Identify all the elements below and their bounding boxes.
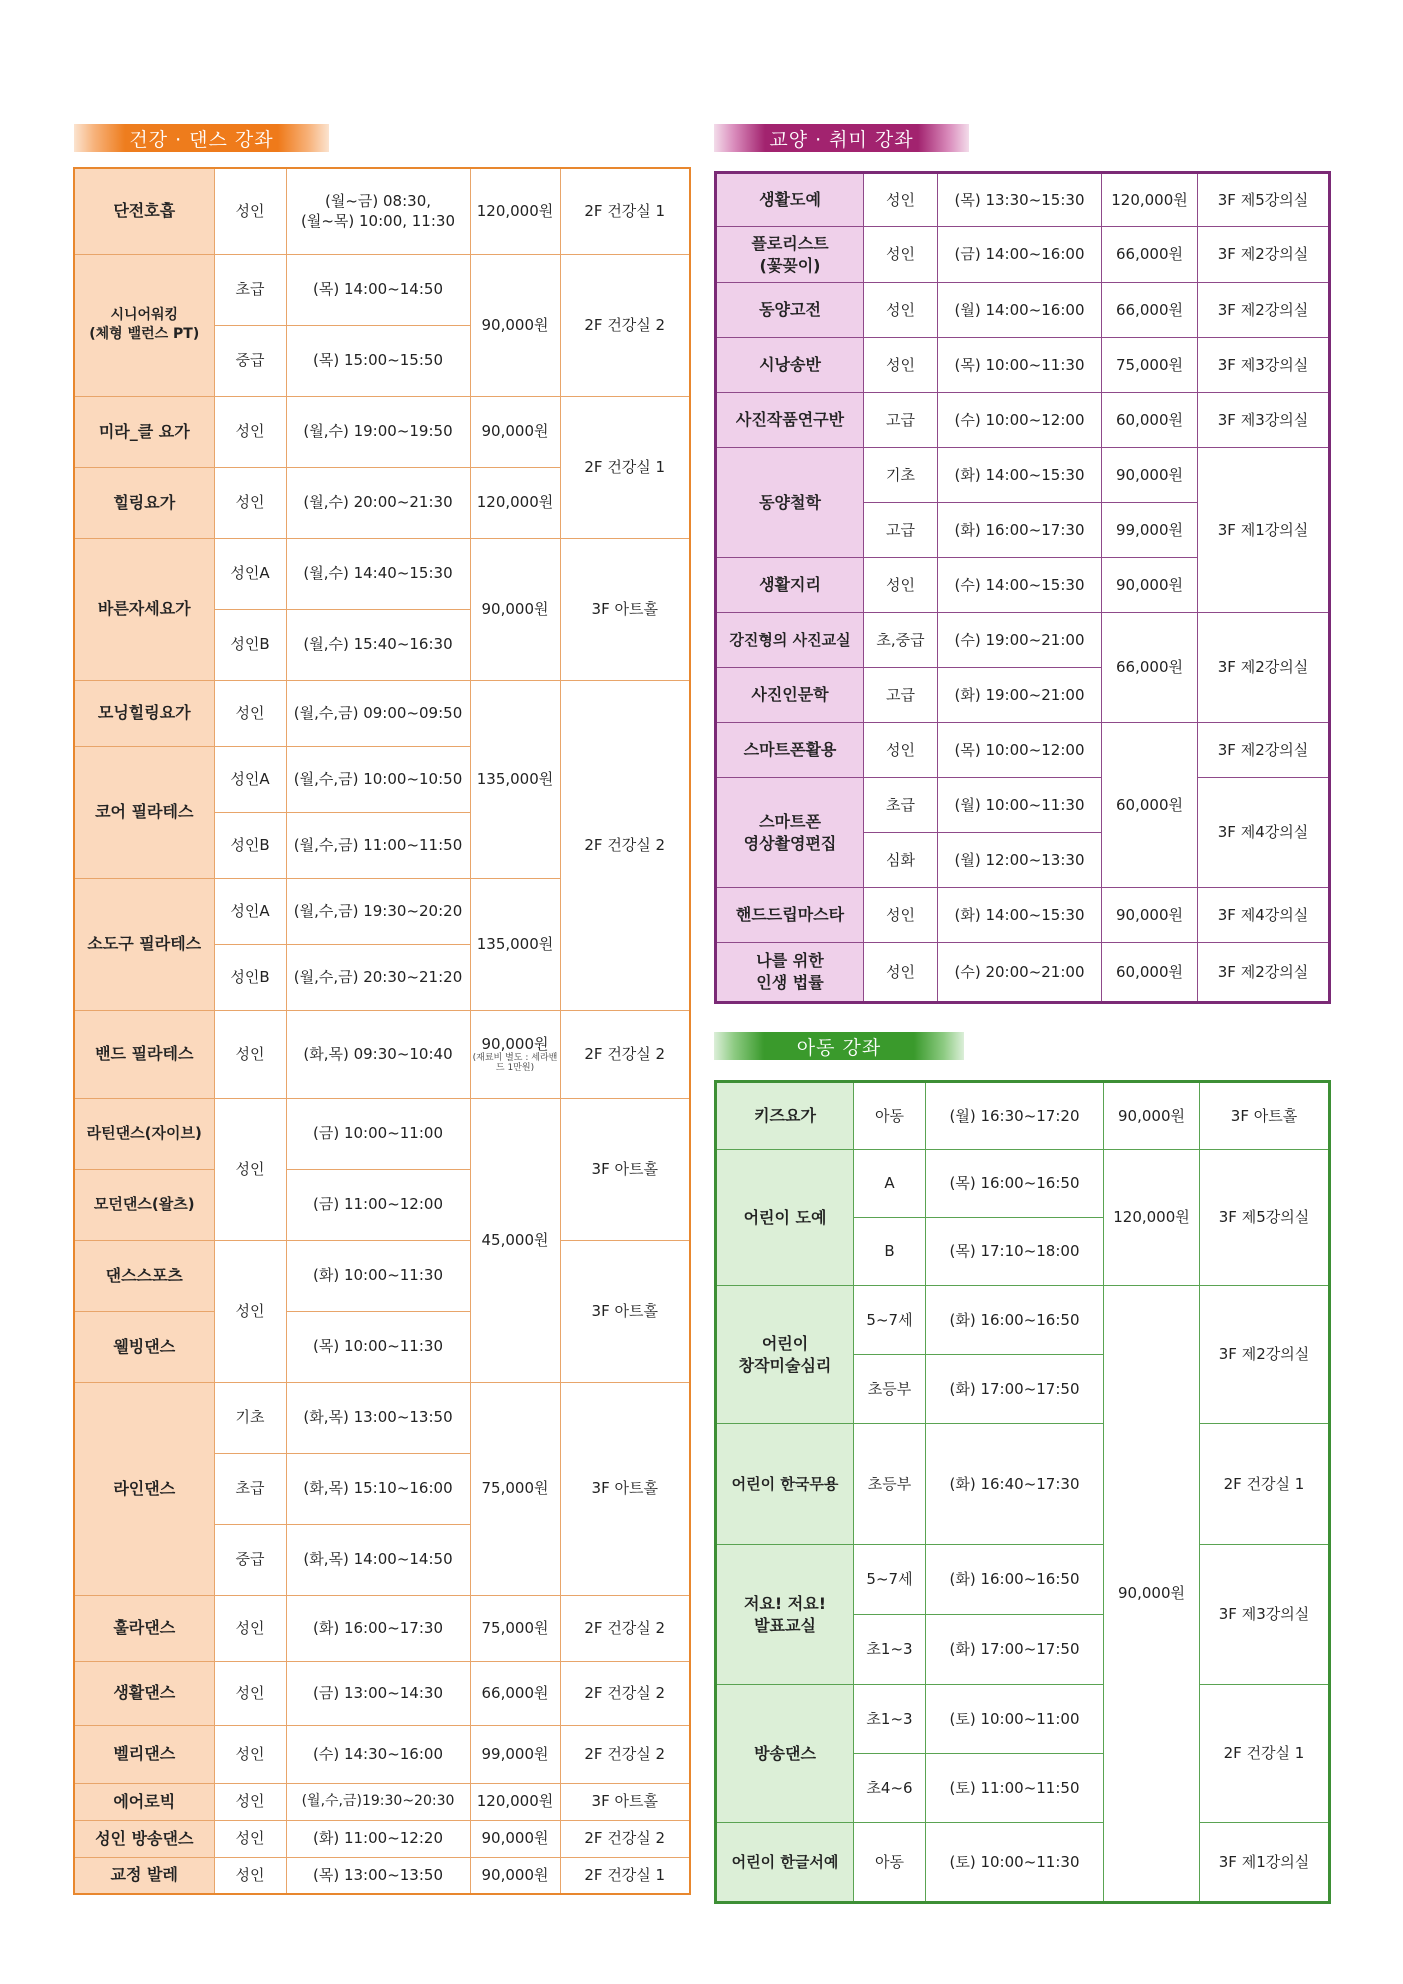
course-level: 성인 — [214, 1820, 286, 1857]
table-row — [716, 1545, 1330, 1615]
course-level: 성인 — [214, 467, 286, 538]
course-name: 코어 필라테스 — [74, 746, 214, 878]
course-time: (화) 16:40~17:30 — [926, 1424, 1104, 1545]
course-fee: 90,000원 — [1102, 448, 1198, 503]
course-fee: 90,000원 — [470, 538, 560, 680]
course-time: (토) 11:00~11:50 — [926, 1754, 1104, 1823]
course-fee: 66,000원 — [1102, 283, 1198, 338]
course-room: 3F 제2강의실 — [1198, 723, 1330, 778]
course-time: (화) 10:00~11:30 — [286, 1240, 470, 1311]
course-time: (화) 14:00~15:30 — [938, 888, 1102, 943]
course-fee: 135,000원 — [470, 680, 560, 878]
course-room: 2F 건강실 1 — [560, 168, 690, 254]
course-time: (월,수,금) 11:00~11:50 — [286, 812, 470, 878]
table-row — [716, 448, 1330, 503]
course-room: 2F 건강실 2 — [560, 254, 690, 396]
course-name: 어린이 도예 — [716, 1150, 854, 1286]
course-level: 성인 — [214, 1010, 286, 1098]
table-row — [716, 1286, 1330, 1355]
course-fee: 120,000원 — [1102, 173, 1198, 227]
course-time: (토) 10:00~11:00 — [926, 1685, 1104, 1754]
course-room: 3F 제1강의실 — [1198, 448, 1330, 613]
course-room: 3F 제2강의실 — [1198, 613, 1330, 723]
course-fee: 45,000원 — [470, 1098, 560, 1382]
table-row — [74, 1725, 690, 1783]
course-fee: 135,000원 — [470, 878, 560, 1010]
course-level: 심화 — [864, 833, 938, 888]
course-level: 성인 — [864, 338, 938, 393]
course-time: (화,목) 15:10~16:00 — [286, 1453, 470, 1524]
table-row — [74, 538, 690, 609]
course-time: (수) 19:00~21:00 — [938, 613, 1102, 668]
table-row — [716, 1424, 1330, 1545]
course-level: 초급 — [214, 254, 286, 325]
course-fee: 75,000원 — [470, 1382, 560, 1595]
course-room: 3F 제4강의실 — [1198, 888, 1330, 943]
course-time: (화) 16:00~16:50 — [926, 1286, 1104, 1355]
course-room: 2F 건강실 1 — [1200, 1685, 1330, 1823]
course-time: (화) 17:00~17:50 — [926, 1355, 1104, 1424]
table-row — [74, 1661, 690, 1725]
course-name: 생활지리 — [716, 558, 864, 613]
course-level: 성인 — [214, 168, 286, 254]
course-name: 스마트폰활용 — [716, 723, 864, 778]
table-row — [716, 943, 1330, 1003]
course-level: 고급 — [864, 668, 938, 723]
course-name: 동양철학 — [716, 448, 864, 558]
course-level: 초급 — [214, 1453, 286, 1524]
course-room: 3F 제3강의실 — [1198, 338, 1330, 393]
table-row — [716, 1150, 1330, 1218]
course-level: 5~7세 — [854, 1545, 926, 1615]
course-name: 강진형의 사진교실 — [716, 613, 864, 668]
course-room: 2F 건강실 1 — [560, 396, 690, 538]
course-level: 기초 — [214, 1382, 286, 1453]
course-room: 3F 제2강의실 — [1198, 227, 1330, 283]
course-level: 성인 — [214, 1661, 286, 1725]
course-name: 플로리스트 (꽃꽂이) — [716, 227, 864, 283]
course-fee: 90,000원 — [1102, 558, 1198, 613]
course-room: 2F 건강실 2 — [560, 1820, 690, 1857]
course-name: 성인 방송댄스 — [74, 1820, 214, 1857]
course-room: 2F 건강실 2 — [560, 1725, 690, 1783]
course-name: 나를 위한 인생 법률 — [716, 943, 864, 1003]
course-level: 초1~3 — [854, 1685, 926, 1754]
health-section-title: 건강 · 댄스 강좌 — [129, 128, 274, 151]
course-level: 성인A — [214, 878, 286, 944]
table-row — [716, 778, 1330, 833]
course-time: (목) 14:00~14:50 — [286, 254, 470, 325]
course-fee: 120,000원 — [470, 168, 560, 254]
course-fee: 90,000원 — [470, 254, 560, 396]
course-time: (금) 13:00~14:30 — [286, 1661, 470, 1725]
course-time: (월~금) 08:30, (월~목) 10:00, 11:30 — [286, 168, 470, 254]
course-name: 어린이 한국무용 — [716, 1424, 854, 1545]
course-time: (월,수) 20:00~21:30 — [286, 467, 470, 538]
course-time: (월,수,금) 09:00~09:50 — [286, 680, 470, 746]
course-time: (월,수) 14:40~15:30 — [286, 538, 470, 609]
course-room: 3F 제1강의실 — [1200, 1823, 1330, 1903]
course-time: (월,수) 19:00~19:50 — [286, 396, 470, 467]
course-name: 키즈요가 — [716, 1082, 854, 1150]
course-room: 3F 제3강의실 — [1200, 1545, 1330, 1685]
course-level: 초,중급 — [864, 613, 938, 668]
course-level: 고급 — [864, 393, 938, 448]
health-section-banner — [74, 124, 329, 152]
course-time: (목) 10:00~11:30 — [286, 1311, 470, 1382]
course-level: 성인B — [214, 812, 286, 878]
course-fee: 120,000원 — [1104, 1150, 1200, 1286]
course-name: 동양고전 — [716, 283, 864, 338]
course-name: 미라_클 요가 — [74, 396, 214, 467]
course-time: (월,수,금) 10:00~10:50 — [286, 746, 470, 812]
table-row — [74, 1098, 690, 1169]
course-time: (화) 19:00~21:00 — [938, 668, 1102, 723]
course-fee: 60,000원 — [1102, 393, 1198, 448]
course-level: 성인 — [864, 943, 938, 1003]
course-time: (금) 11:00~12:00 — [286, 1169, 470, 1240]
course-name: 바른자세요가 — [74, 538, 214, 680]
course-time: (수) 14:00~15:30 — [938, 558, 1102, 613]
table-row — [716, 338, 1330, 393]
course-level: 아동 — [854, 1082, 926, 1150]
table-row — [74, 1240, 690, 1311]
course-name: 라인댄스 — [74, 1382, 214, 1595]
course-name: 에어로빅 — [74, 1783, 214, 1820]
course-time: (목) 15:00~15:50 — [286, 325, 470, 396]
course-name: 방송댄스 — [716, 1685, 854, 1823]
course-time: (화) 16:00~17:30 — [938, 503, 1102, 558]
course-level: 성인A — [214, 538, 286, 609]
table-row — [74, 680, 690, 746]
course-fee: 120,000원 — [470, 467, 560, 538]
course-time: (수) 14:30~16:00 — [286, 1725, 470, 1783]
course-room: 3F 제2강의실 — [1200, 1286, 1330, 1424]
course-level: 성인B — [214, 944, 286, 1010]
table-row — [716, 283, 1330, 338]
course-time: (화) 11:00~12:20 — [286, 1820, 470, 1857]
table-row — [716, 888, 1330, 943]
course-level: 성인 — [214, 1098, 286, 1240]
course-room: 3F 아트홀 — [560, 538, 690, 680]
course-name: 밴드 필라테스 — [74, 1010, 214, 1098]
course-fee: 120,000원 — [470, 1783, 560, 1820]
course-fee: 90,000원 — [470, 1857, 560, 1894]
course-name: 시낭송반 — [716, 338, 864, 393]
course-name: 교정 발레 — [74, 1857, 214, 1894]
course-level: B — [854, 1218, 926, 1286]
table-row — [716, 1082, 1330, 1150]
course-fee: 99,000원 — [470, 1725, 560, 1783]
course-level: 기초 — [864, 448, 938, 503]
course-fee: 66,000원 — [470, 1661, 560, 1725]
course-time: (화,목) 13:00~13:50 — [286, 1382, 470, 1453]
course-name: 벨리댄스 — [74, 1725, 214, 1783]
course-room: 3F 제4강의실 — [1198, 778, 1330, 888]
course-fee: 90,000원 — [481, 1034, 549, 1053]
course-time: (화) 16:00~17:30 — [286, 1595, 470, 1661]
course-level: 성인 — [864, 283, 938, 338]
course-name: 어린이 한글서예 — [716, 1823, 854, 1903]
course-level: 고급 — [864, 503, 938, 558]
course-room: 3F 제5강의실 — [1198, 173, 1330, 227]
course-level: 초1~3 — [854, 1615, 926, 1685]
kids-course-table — [714, 1080, 1331, 1904]
course-time: (월,수,금) 19:30~20:20 — [286, 878, 470, 944]
course-time: (월,수,금)19:30~20:30 — [286, 1783, 470, 1820]
course-room: 2F 건강실 1 — [1200, 1424, 1330, 1545]
course-room: 2F 건강실 2 — [560, 680, 690, 1010]
course-level: 중급 — [214, 1524, 286, 1595]
course-time: (월) 10:00~11:30 — [938, 778, 1102, 833]
course-fee: 90,000원 — [1104, 1286, 1200, 1903]
table-row — [716, 173, 1330, 227]
course-time: (토) 10:00~11:30 — [926, 1823, 1104, 1903]
course-name: 모던댄스(왈츠) — [74, 1169, 214, 1240]
course-fee: 90,000원 — [1102, 888, 1198, 943]
course-name: 생활댄스 — [74, 1661, 214, 1725]
course-name: 사진작품연구반 — [716, 393, 864, 448]
course-name: 댄스스포츠 — [74, 1240, 214, 1311]
course-level: 5~7세 — [854, 1286, 926, 1355]
course-time: (화) 17:00~17:50 — [926, 1615, 1104, 1685]
course-name: 시니어워킹 (체형 밸런스 PT) — [74, 254, 214, 396]
course-name: 소도구 필라테스 — [74, 878, 214, 1010]
course-level: 초등부 — [854, 1355, 926, 1424]
course-room: 3F 아트홀 — [560, 1783, 690, 1820]
culture-course-table — [714, 171, 1331, 1004]
course-room: 2F 건강실 2 — [560, 1010, 690, 1098]
course-time: (월) 14:00~16:00 — [938, 283, 1102, 338]
course-name: 라틴댄스(자이브) — [74, 1098, 214, 1169]
course-time: (목) 13:00~13:50 — [286, 1857, 470, 1894]
course-name: 스마트폰 영상촬영편집 — [716, 778, 864, 888]
course-fee: 90,000원 — [1104, 1082, 1200, 1150]
course-name: 핸드드립마스타 — [716, 888, 864, 943]
table-row — [716, 613, 1330, 668]
course-name: 저요! 저요! 발표교실 — [716, 1545, 854, 1685]
course-fee: 66,000원 — [1102, 613, 1198, 723]
course-level: 초급 — [864, 778, 938, 833]
course-name: 생활도예 — [716, 173, 864, 227]
table-row — [716, 1685, 1330, 1754]
course-name: 힐링요가 — [74, 467, 214, 538]
course-time: (월,수,금) 20:30~21:20 — [286, 944, 470, 1010]
course-level: 성인 — [214, 1857, 286, 1894]
course-name: 사진인문학 — [716, 668, 864, 723]
course-fee: 75,000원 — [1102, 338, 1198, 393]
course-room: 3F 제2강의실 — [1198, 283, 1330, 338]
kids-section-title: 아동 강좌 — [796, 1036, 882, 1059]
course-level: 성인A — [214, 746, 286, 812]
course-time: (목) 17:10~18:00 — [926, 1218, 1104, 1286]
table-row — [74, 1820, 690, 1857]
course-time: (월) 12:00~13:30 — [938, 833, 1102, 888]
course-time: (화) 16:00~16:50 — [926, 1545, 1104, 1615]
course-name: 훌라댄스 — [74, 1595, 214, 1661]
culture-section-banner — [714, 124, 969, 152]
course-level: 성인 — [864, 173, 938, 227]
table-row — [716, 227, 1330, 283]
course-level: 성인 — [214, 396, 286, 467]
table-row — [74, 168, 690, 254]
course-room: 3F 아트홀 — [1200, 1082, 1330, 1150]
course-level: A — [854, 1150, 926, 1218]
course-fee: 66,000원 — [1102, 227, 1198, 283]
table-row — [74, 1595, 690, 1661]
course-room: 3F 아트홀 — [560, 1240, 690, 1382]
course-name: 어린이 창작미술심리 — [716, 1286, 854, 1424]
health-course-table — [73, 167, 691, 1895]
course-level: 성인 — [214, 1240, 286, 1382]
course-level: 중급 — [214, 325, 286, 396]
table-row — [716, 1823, 1330, 1903]
course-time: (월,수) 15:40~16:30 — [286, 609, 470, 680]
table-row — [74, 254, 690, 325]
course-level: 초4~6 — [854, 1754, 926, 1823]
kids-section-banner — [714, 1032, 964, 1060]
course-name: 단전호흡 — [74, 168, 214, 254]
culture-section-title: 교양 · 취미 강좌 — [769, 128, 914, 151]
course-level: 성인 — [864, 227, 938, 283]
table-row — [74, 1382, 690, 1453]
course-room: 2F 건강실 1 — [560, 1857, 690, 1894]
course-time: (수) 10:00~12:00 — [938, 393, 1102, 448]
table-row — [74, 396, 690, 467]
course-time: (목) 13:30~15:30 — [938, 173, 1102, 227]
course-time: (화) 14:00~15:30 — [938, 448, 1102, 503]
course-fee: 90,000원 — [470, 396, 560, 467]
course-level: 성인 — [864, 723, 938, 778]
course-level: 성인 — [864, 558, 938, 613]
course-level: 성인 — [864, 888, 938, 943]
material-fee-note: (재료비 별도 : 세라밴드 1만원) — [472, 1053, 558, 1074]
course-time: (화,목) 09:30~10:40 — [286, 1010, 470, 1098]
course-fee: 60,000원 — [1102, 723, 1198, 888]
course-time: (금) 14:00~16:00 — [938, 227, 1102, 283]
course-fee: 60,000원 — [1102, 943, 1198, 1003]
course-time: (목) 10:00~11:30 — [938, 338, 1102, 393]
course-time: (금) 10:00~11:00 — [286, 1098, 470, 1169]
course-room: 2F 건강실 2 — [560, 1661, 690, 1725]
table-row — [716, 723, 1330, 778]
table-row — [74, 1857, 690, 1894]
course-time: (월) 16:30~17:20 — [926, 1082, 1104, 1150]
course-room: 3F 제5강의실 — [1200, 1150, 1330, 1286]
table-row — [74, 1010, 690, 1098]
course-fee-cell — [470, 1010, 560, 1098]
course-level: 성인 — [214, 680, 286, 746]
course-fee: 99,000원 — [1102, 503, 1198, 558]
course-name: 웰빙댄스 — [74, 1311, 214, 1382]
course-time: (목) 16:00~16:50 — [926, 1150, 1104, 1218]
course-room: 2F 건강실 2 — [560, 1595, 690, 1661]
course-level: 성인 — [214, 1725, 286, 1783]
course-time: (수) 20:00~21:00 — [938, 943, 1102, 1003]
course-level: 아동 — [854, 1823, 926, 1903]
table-row — [716, 393, 1330, 448]
course-level: 성인 — [214, 1595, 286, 1661]
course-time: (화,목) 14:00~14:50 — [286, 1524, 470, 1595]
course-room: 3F 제2강의실 — [1198, 943, 1330, 1003]
course-room: 3F 아트홀 — [560, 1382, 690, 1595]
course-time: (목) 10:00~12:00 — [938, 723, 1102, 778]
course-room: 3F 제3강의실 — [1198, 393, 1330, 448]
course-level: 초등부 — [854, 1424, 926, 1545]
table-row — [74, 1783, 690, 1820]
course-room: 3F 아트홀 — [560, 1098, 690, 1240]
course-fee: 75,000원 — [470, 1595, 560, 1661]
course-fee: 90,000원 — [470, 1820, 560, 1857]
course-name: 모닝힐링요가 — [74, 680, 214, 746]
course-level: 성인B — [214, 609, 286, 680]
course-level: 성인 — [214, 1783, 286, 1820]
